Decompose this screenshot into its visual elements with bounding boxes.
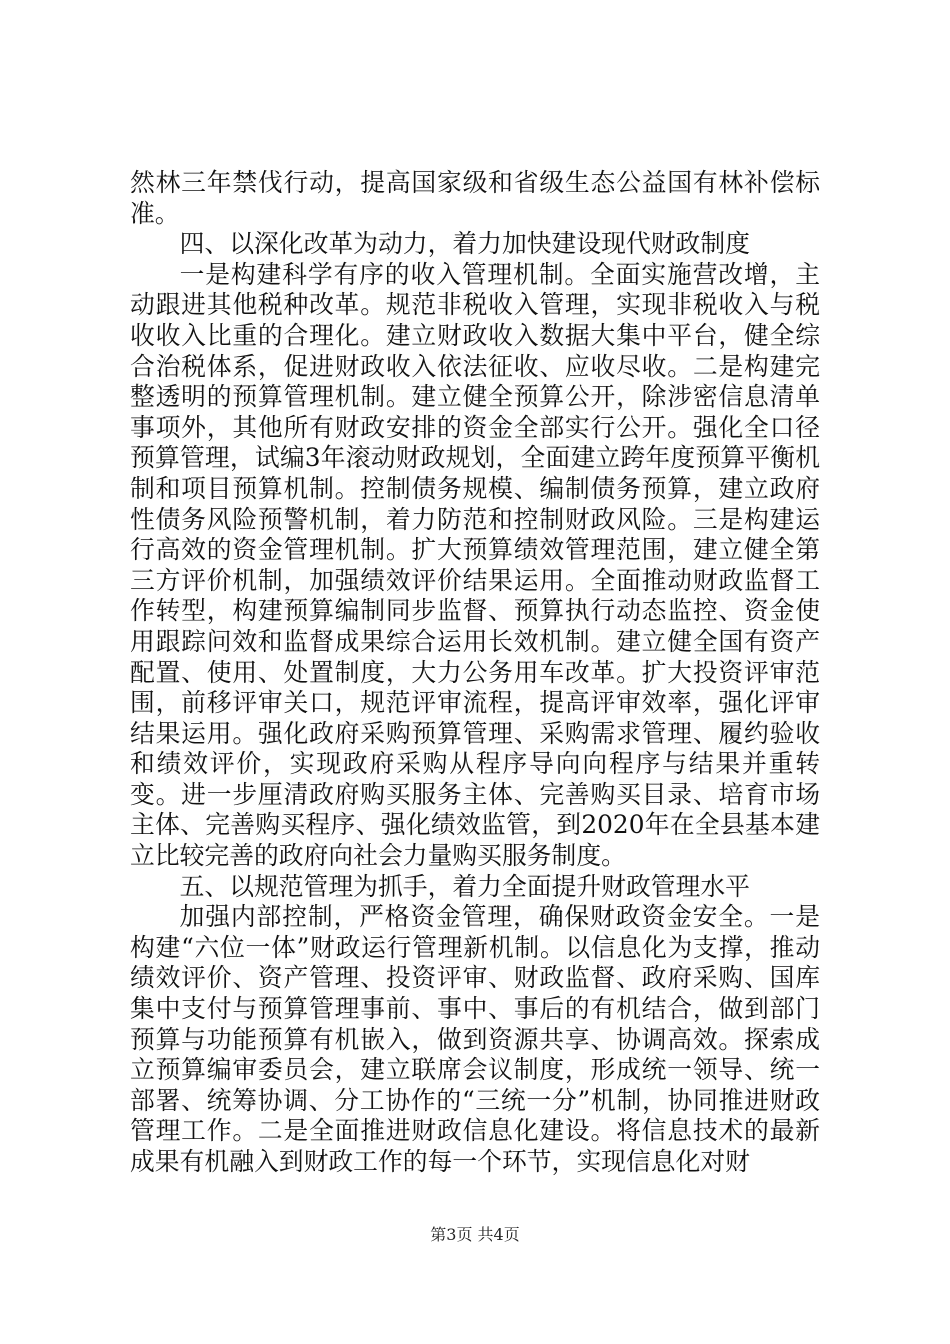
section-heading-5: 五、以规范管理为抓手，着力全面提升财政管理水平 <box>179 871 750 901</box>
paragraph-management: 加强内部控制，严格资金管理，确保财政资金安全。一是构建“六位一体”财政运行管理新机制。以信息化为支撑，推动绩效评价、资产管理、投资评审、财政监督、政府采购、国库集中支付与预算管理事前、事中、事后的有机结合，做到部门预算与功能预算有机嵌入，做到资源共享、协调高效。探索成立预算编审委员会，建立联席会议制度，形成统一领导、统一部署、统筹协调、分工协作的“三统一分”机制，协同推进财政管理工作。二是全面推进财政信息化建设。将信息技术的最新成果有机融入到财政工作的每一个环节，实现信息化对财 <box>130 902 820 1176</box>
document-body <box>130 168 820 1178</box>
paragraph-reform: 一是构建科学有序的收入管理机制。全面实施营改增，主动跟进其他税种改革。规范非税收入管理，实现非税收入与税收收入比重的合理化。建立财政收入数据大集中平台，健全综合治税体系，促进财政收入依法征收、应收尽收。二是构建完整透明的预算管理机制。建立健全预算公开，除涉密信息清单事项外，其他所有财政安排的资金全部实行公开。强化全口径预算管理，试编3年滚动财政规划，全面建立跨年度预算平衡机制和项目预算机制。控制债务规模、编制债务预算，建立政府性债务风险预警机制，着力防范和控制财政风险。三是构建运行高效的资金管理机制。扩大预算绩效管理范围，建立健全第三方评价机制，加强绩效评价结果运用。全面推动财政监督工作转型，构建预算编制同步监督、预算执行动态监控、资金使用跟踪问效和监督成果综合运用长效机制。建立健全国有资产配置、使用、处置制度，大力公务用车改革。扩大投资评审范围，前移评审关口，规范评审流程，提高评审效率，强化评审结果运用。强化政府采购预算管理、采购需求管理、履约验收和绩效评价，实现政府采购从程序导向向程序与结果并重转变。进一步厘清政府购买服务主体、完善购买目录、培育市场主体、完善购买程序、强化绩效监管，到2020年在全县基本建立比较完善的政府向社会力量购买服务制度。 <box>130 259 820 871</box>
paragraph-continuation: 然林三年禁伐行动，提高国家级和省级生态公益国有林补偿标准。 <box>130 168 820 228</box>
page-footer: 第3页 共4页 <box>430 1225 520 1244</box>
section-heading-4: 四、以深化改革为动力，着力加快建设现代财政制度 <box>179 229 750 259</box>
